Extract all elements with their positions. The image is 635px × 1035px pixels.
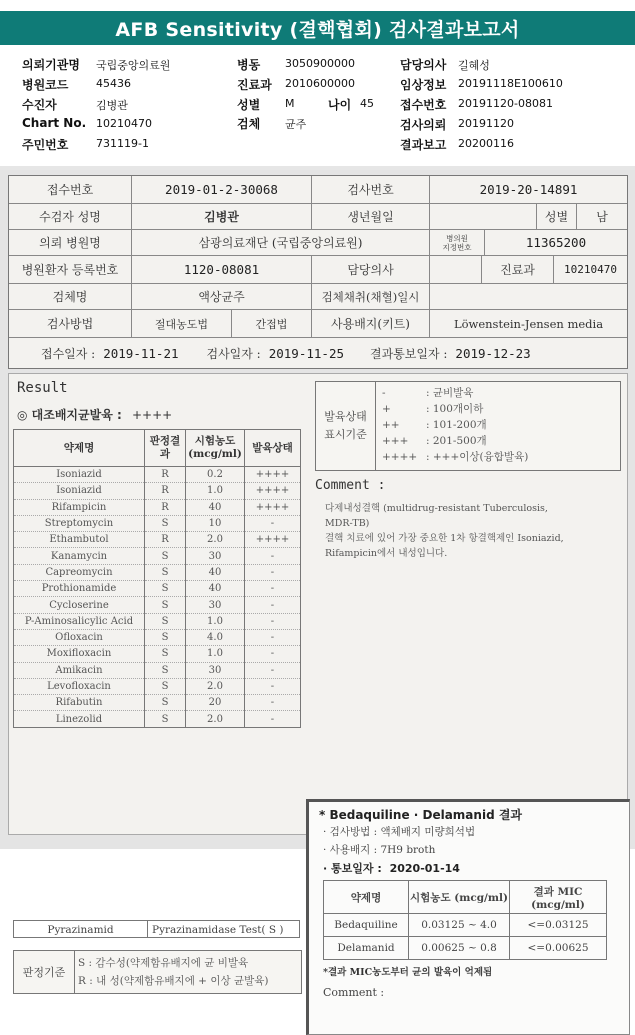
- cell-result: R: [145, 467, 186, 483]
- info-label: 검체: [237, 117, 261, 131]
- cell-drug: Cycloserine: [14, 597, 145, 613]
- cell-growth: -: [245, 662, 301, 678]
- comment-line: MDR-TB): [325, 518, 370, 529]
- cell-conc: 20: [186, 695, 245, 711]
- column-header: 시험농도 (mcg/ml): [409, 881, 510, 914]
- info-value: M: [285, 97, 295, 110]
- bq-note: *결과 MIC농도부터 균의 발육이 억제됨: [323, 967, 493, 978]
- dob-value: [430, 204, 537, 230]
- comment-line: Rifampicin에서 내성입니다.: [325, 548, 448, 559]
- info-value: 731119-1: [96, 137, 149, 150]
- cell-result: S: [145, 548, 186, 564]
- bq-notify-date: 2020-01-14: [389, 862, 460, 875]
- legend-row: [382, 433, 528, 449]
- form-label: 접수번호: [9, 176, 132, 204]
- legend-text: : 201-500개: [426, 435, 487, 447]
- cell-drug: Ofloxacin: [14, 629, 145, 645]
- info-value: 20191118E100610: [458, 77, 563, 90]
- mic-drug: Bedaquiline: [324, 914, 409, 937]
- cell-conc: 30: [186, 548, 245, 564]
- table-row: [14, 499, 301, 515]
- mic-conc: 0.00625 ~ 0.8: [409, 937, 510, 960]
- legend-row: [382, 449, 528, 465]
- patient-name: 김병관: [132, 204, 312, 230]
- cell-drug: P-Aminosalicylic Acid: [14, 613, 145, 629]
- test-number: 2019-20-14891: [430, 176, 627, 204]
- cell-result: S: [145, 515, 186, 531]
- form-label: 검체명: [9, 284, 132, 310]
- info-value: 3050900000: [285, 57, 355, 70]
- growth-legend: [315, 381, 621, 471]
- cell-conc: 2.0: [186, 532, 245, 548]
- result-title: Result: [17, 380, 68, 396]
- table-row: [14, 613, 301, 629]
- legend-symbol: +: [382, 403, 391, 415]
- cell-conc: 1.0: [186, 483, 245, 499]
- info-value: 20191120: [458, 117, 514, 130]
- table-row: [14, 695, 301, 711]
- legend-symbol: ++: [382, 419, 400, 431]
- comment-block: [315, 474, 619, 624]
- pyrazinamid-row: [13, 920, 300, 938]
- cell-drug: Isoniazid: [14, 467, 145, 483]
- cell-drug: Isoniazid: [14, 483, 145, 499]
- info-label: Chart No.: [22, 116, 87, 130]
- receipt-number: 2019-01-2-30068: [132, 176, 312, 204]
- cell-result: S: [145, 695, 186, 711]
- info-label: 접수번호: [400, 98, 447, 112]
- info-label: 임상정보: [400, 78, 447, 92]
- cell-drug: Amikacin: [14, 662, 145, 678]
- table-row: [14, 646, 301, 662]
- judgment-criteria: [13, 950, 302, 994]
- cell-result: S: [145, 564, 186, 580]
- column-header: 시험농도 (mcg/ml): [186, 430, 245, 467]
- comment-title: Comment :: [315, 478, 386, 493]
- cell-result: R: [145, 483, 186, 499]
- cell-growth: -: [245, 695, 301, 711]
- form-label: 진료과: [482, 256, 554, 284]
- mic-conc: 0.03125 ~ 4.0: [409, 914, 510, 937]
- comment-body: [315, 501, 619, 561]
- info-value: 10210470: [96, 117, 152, 130]
- cell-growth: -: [245, 613, 301, 629]
- cell-result: S: [145, 581, 186, 597]
- table-row: [14, 711, 301, 727]
- form-label: 성별: [537, 204, 577, 230]
- column-header: 약제명: [14, 430, 145, 467]
- table-row: [14, 662, 301, 678]
- cell-growth: -: [245, 515, 301, 531]
- cell-conc: 10: [186, 515, 245, 531]
- form-label: 검사방법: [9, 310, 132, 338]
- legend-text: : 100개이하: [426, 403, 484, 415]
- cell-drug: Levofloxacin: [14, 678, 145, 694]
- comment-line: 결핵 치료에 있어 가장 중요한 1차 항결핵제인 Isoniazid,: [325, 533, 564, 544]
- form-label: 지정번호: [442, 242, 472, 252]
- cell-drug: Streptomycin: [14, 515, 145, 531]
- drug-name: Pyrazinamid: [13, 920, 147, 938]
- cell-conc: 0.2: [186, 467, 245, 483]
- cell-result: R: [145, 532, 186, 548]
- table-row: [324, 914, 607, 937]
- result-section: [8, 373, 628, 999]
- legend-symbol: -: [382, 387, 386, 399]
- cell-growth: -: [245, 629, 301, 645]
- criteria-r: R : 내 성(약제함유배지에 + 이상 균발육): [78, 975, 269, 987]
- legend-text: : 균비발육: [426, 387, 474, 399]
- table-row: [14, 548, 301, 564]
- patient-info-panel: [0, 52, 635, 164]
- legend-row: [382, 401, 528, 417]
- cell-conc: 40: [186, 564, 245, 580]
- table-row: [14, 467, 301, 483]
- hospital-name: 삼광의료재단 (국립중앙의료원): [132, 230, 430, 256]
- bq-title: * Bedaquiline · Delamanid 결과: [319, 808, 523, 822]
- pyrazinamidase-test: Pyrazinamidase Test( S ): [147, 920, 300, 938]
- info-label: 검사의뢰: [400, 118, 447, 132]
- form-label: 접수일자 :: [41, 346, 96, 361]
- cell-drug: Rifampicin: [14, 499, 145, 515]
- bq-comment-label: Comment :: [323, 986, 385, 999]
- info-value: 국립중앙의료원: [96, 59, 171, 72]
- cell-drug: Moxifloxacin: [14, 646, 145, 662]
- info-value: 길혜성: [458, 59, 490, 72]
- cell-drug: Ethambutol: [14, 532, 145, 548]
- info-label: 수진자: [22, 98, 57, 112]
- receipt-date: 2019-11-21: [103, 345, 179, 361]
- legend-label: 발육상태 표시기준: [316, 382, 376, 470]
- table-row: [14, 597, 301, 613]
- form-label: 수검자 성명: [9, 204, 132, 230]
- cell-result: R: [145, 499, 186, 515]
- legend-list: [382, 385, 528, 465]
- dates-row: [9, 338, 627, 368]
- info-value: 2010600000: [285, 77, 355, 90]
- cell-growth: -: [245, 597, 301, 613]
- cell-result: S: [145, 711, 186, 727]
- table-row: [14, 483, 301, 499]
- report-header: [0, 0, 635, 47]
- form-label: 의뢰 병원명: [9, 230, 132, 256]
- form-label: 생년월일: [312, 204, 430, 230]
- cell-result: S: [145, 678, 186, 694]
- cell-conc: 30: [186, 597, 245, 613]
- control-growth: [17, 406, 172, 423]
- legend-row: [382, 417, 528, 433]
- info-value: 균주: [285, 118, 307, 131]
- cell-conc: 40: [186, 499, 245, 515]
- column-header: 판정결과: [145, 430, 186, 467]
- info-label: 진료과: [237, 78, 272, 92]
- mic-drug: Delamanid: [324, 937, 409, 960]
- cell-result: S: [145, 597, 186, 613]
- sex-value: 남: [577, 204, 627, 230]
- cell-conc: 2.0: [186, 678, 245, 694]
- cell-result: S: [145, 646, 186, 662]
- form-label: 사용배지(키트): [312, 310, 430, 338]
- table-row: [14, 678, 301, 694]
- method-1: 절대농도법: [132, 310, 232, 338]
- info-label: 병동: [237, 58, 261, 72]
- drug-table-body: [14, 467, 301, 728]
- cell-result: S: [145, 613, 186, 629]
- info-label: 병원코드: [22, 78, 69, 92]
- criteria-label: 판정기준: [14, 951, 75, 993]
- column-header: 발육상태: [245, 430, 301, 467]
- info-label: 주민번호: [22, 138, 69, 152]
- table-row: [14, 564, 301, 580]
- table-row: [14, 581, 301, 597]
- bq-notify: [323, 860, 460, 876]
- mic-result: <=0.00625: [510, 937, 607, 960]
- info-label: 담당의사: [400, 58, 447, 72]
- cell-growth: ++++: [245, 483, 301, 499]
- specimen-form: [8, 175, 628, 369]
- info-label: 의뢰기관명: [22, 58, 80, 72]
- mic-table: [323, 880, 607, 960]
- legend-text: : +++이상(융합발육): [426, 451, 529, 463]
- control-growth-value: ++++: [131, 408, 173, 422]
- report-title: AFB Sensitivity (결핵협회) 검사결과보고서: [115, 19, 520, 41]
- cell-growth: -: [245, 711, 301, 727]
- cell-drug: Prothionamide: [14, 581, 145, 597]
- cell-drug: Rifabutin: [14, 695, 145, 711]
- bedaquiline-delamanid-box: [306, 799, 630, 1035]
- legend-text: : 101-200개: [426, 419, 487, 431]
- table-row: [14, 515, 301, 531]
- designated-number: 11365200: [485, 230, 627, 256]
- cell-drug: Linezolid: [14, 711, 145, 727]
- cell-growth: -: [245, 678, 301, 694]
- form-label: 검사번호: [312, 176, 430, 204]
- legend-symbol: ++++: [382, 451, 418, 463]
- cell-conc: 1.0: [186, 646, 245, 662]
- cell-conc: 1.0: [186, 613, 245, 629]
- column-header: 결과 MIC (mcg/ml): [510, 881, 607, 914]
- column-header: 약제명: [324, 881, 409, 914]
- scanned-report-sheet: [0, 170, 635, 999]
- table-row: [14, 532, 301, 548]
- cell-growth: -: [245, 564, 301, 580]
- table-row: [14, 629, 301, 645]
- info-label: 나이: [328, 98, 352, 112]
- bq-notify-label: · 통보일자 :: [323, 862, 382, 875]
- cell-result: S: [145, 629, 186, 645]
- collect-date-value: [430, 284, 627, 310]
- info-value: 45436: [96, 77, 131, 90]
- info-value: 20191120-08081: [458, 97, 553, 110]
- cell-growth: -: [245, 581, 301, 597]
- specimen-name: 액상균주: [132, 284, 312, 310]
- cell-result: S: [145, 662, 186, 678]
- cell-growth: ++++: [245, 532, 301, 548]
- cell-drug: Capreomycin: [14, 564, 145, 580]
- legend-row: [382, 385, 528, 401]
- form-label: 병원환자 등록번호: [9, 256, 132, 284]
- title-band: [0, 11, 635, 45]
- form-label: 병의원: [446, 233, 468, 243]
- bq-method: · 검사방법 : 액체배지 미량희석법: [323, 826, 476, 838]
- form-label: 결과통보일자 :: [370, 346, 448, 361]
- mic-result: <=0.03125: [510, 914, 607, 937]
- info-value: 김병관: [96, 99, 128, 112]
- comment-line: 다제내성결핵 (multidrug-resistant Tuberculosis,: [325, 503, 548, 514]
- form-label: 검사일자 :: [206, 346, 261, 361]
- form-label: 담당의사: [312, 256, 430, 284]
- cell-conc: 2.0: [186, 711, 245, 727]
- cell-conc: 40: [186, 581, 245, 597]
- notify-date: 2019-12-23: [455, 345, 531, 361]
- bq-media: · 사용배지 : 7H9 broth: [323, 844, 436, 856]
- method-2: 간접법: [232, 310, 312, 338]
- control-growth-label: ◎ 대조배지균발육 :: [17, 408, 122, 422]
- media-value: Löwenstein-Jensen media: [430, 310, 627, 338]
- cell-drug: Kanamycin: [14, 548, 145, 564]
- cell-growth: ++++: [245, 467, 301, 483]
- cell-growth: ++++: [245, 499, 301, 515]
- legend-symbol: +++: [382, 435, 409, 447]
- info-label: 결과보고: [400, 138, 447, 152]
- doctor-value: [430, 256, 482, 284]
- info-label: 성별: [237, 98, 261, 112]
- test-date: 2019-11-25: [268, 345, 344, 361]
- registration-number: 1120-08081: [132, 256, 312, 284]
- dept-value: 10210470: [554, 256, 627, 284]
- drug-sensitivity-table: [13, 429, 301, 728]
- criteria-s: S : 감수성(약제함유배지에 균 비발육: [78, 957, 249, 969]
- form-label: 검체채취(채혈)일시: [312, 284, 430, 310]
- cell-growth: -: [245, 548, 301, 564]
- form-label: [430, 230, 485, 256]
- info-value: 45: [360, 97, 374, 110]
- cell-conc: 4.0: [186, 629, 245, 645]
- table-row: [324, 937, 607, 960]
- cell-growth: -: [245, 646, 301, 662]
- cell-conc: 30: [186, 662, 245, 678]
- info-value: 20200116: [458, 137, 514, 150]
